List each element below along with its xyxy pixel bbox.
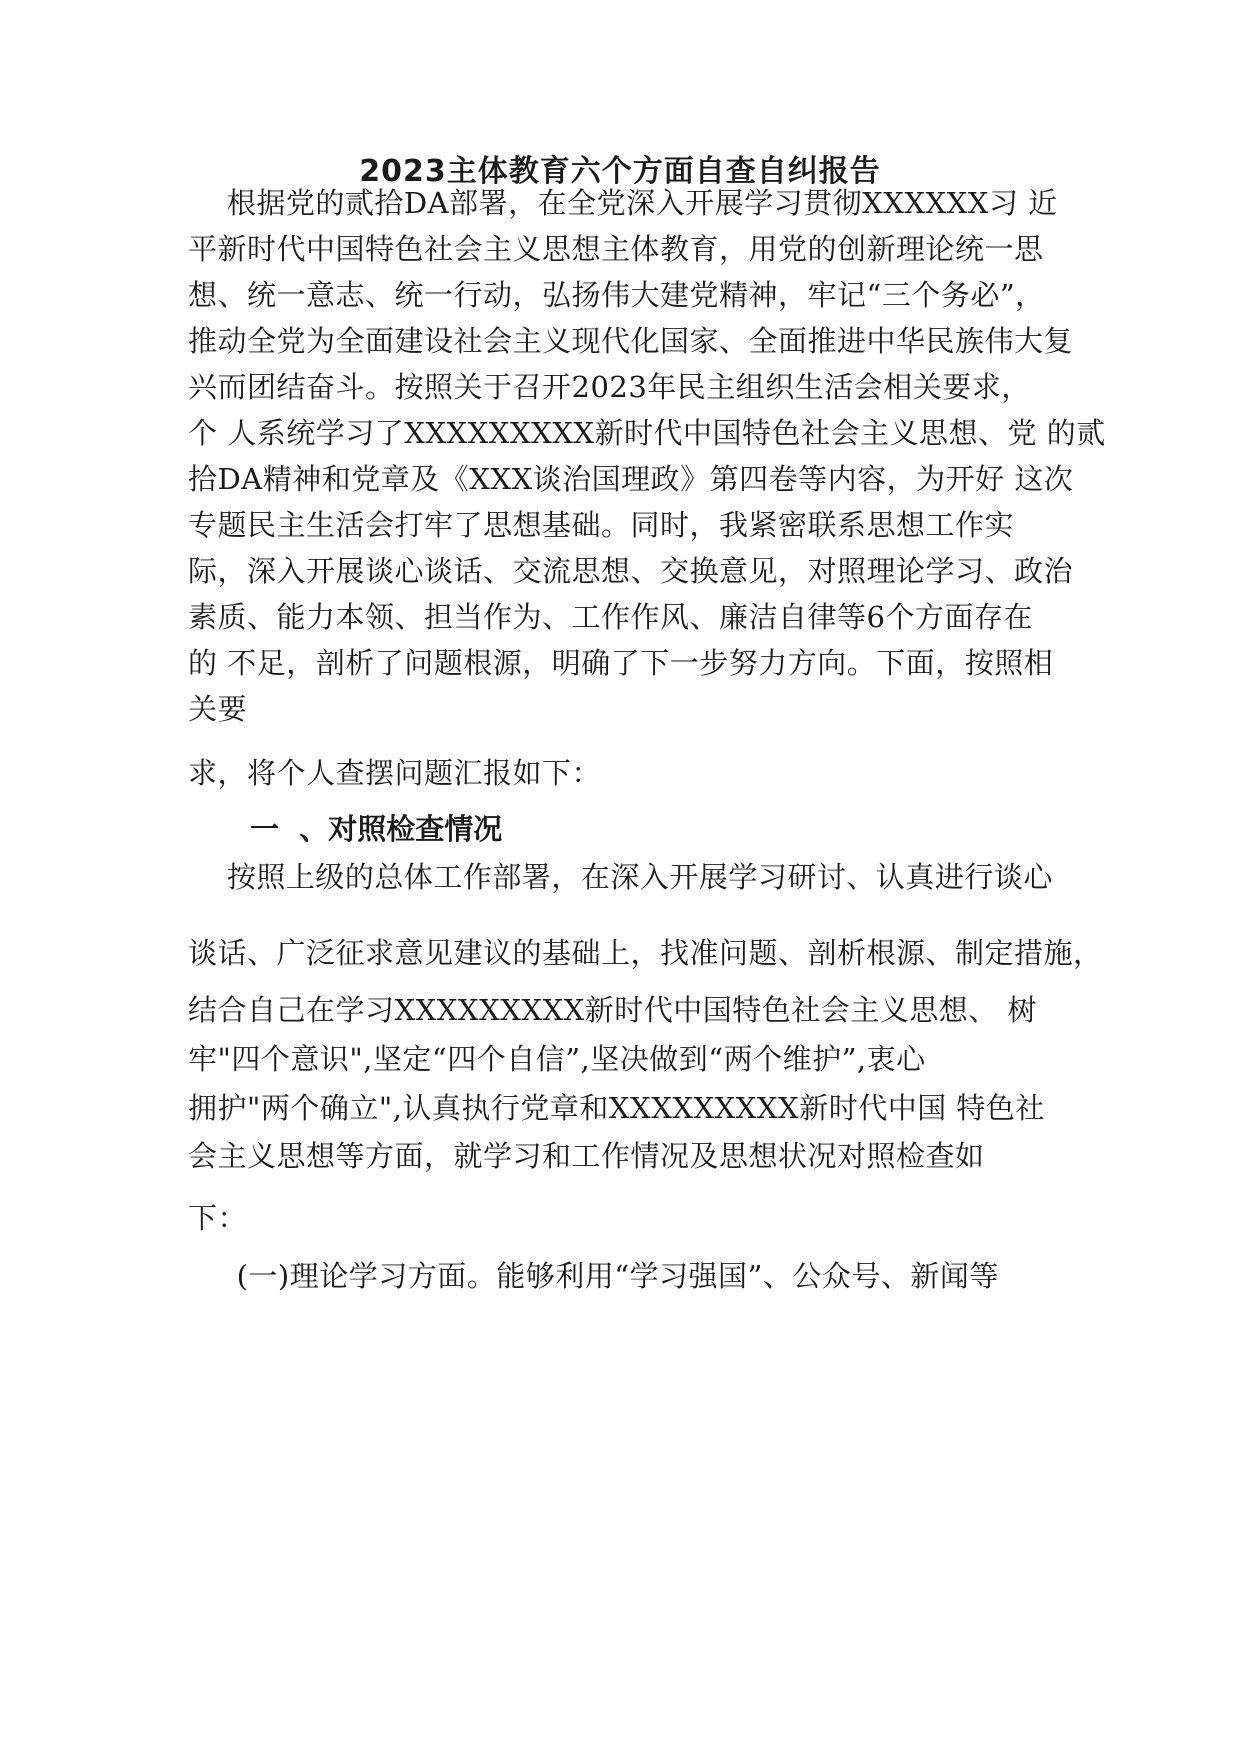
subsection-1-line: (一)理论学习方面。能够利用“学习强国”、公众号、新闻等 <box>188 1259 999 1293</box>
intro-line-12: 关要 <box>188 692 248 726</box>
intro-line-5: 兴而团结奋斗。按照关于召开2023年民主组织生活会相关要求， <box>188 370 1031 404</box>
section1-line-6: 会主义思想等方面，就学习和工作情况及思想状况对照检查如 <box>188 1139 985 1173</box>
section1-line-5: 拥护"两个确立",认真执行党章和XXXXXXXXX新时代中国 特色社 <box>188 1091 1045 1125</box>
intro-line-13: 求，将个人查摆问题汇报如下： <box>188 756 602 790</box>
intro-line-4: 推动全党为全面建设社会主义现代化国家、全面推进中华民族伟大复 <box>188 324 1074 358</box>
intro-line-3: 想、统一意志、统一行动，弘扬伟大建党精神，牢记“三个务必”， <box>188 278 1045 312</box>
section1-line-7: 下： <box>188 1201 248 1235</box>
section1-line-1: 按照上级的总体工作部署，在深入开展学习研讨、认真进行谈心 <box>188 860 1053 894</box>
section-heading-1: 一 、对照检查情况 <box>250 812 503 846</box>
document-title: 2023主体教育六个方面自查自纠报告 <box>359 154 881 189</box>
intro-line-2: 平新时代中国特色社会主义思想主体教育，用党的创新理论统一思 <box>188 232 1044 266</box>
intro-line-1: 根据党的贰拾DA部署，在全党深入开展学习贯彻XXXXXX习 近 <box>188 186 1058 220</box>
section1-line-4: 牢"四个意识",坚定“四个自信”,坚决做到“两个维护”,衷心 <box>188 1042 926 1076</box>
section1-line-2: 谈话、广泛征求意见建议的基础上，找准问题、剖析根源、制定措施， <box>188 936 1103 970</box>
section1-line-3: 结合自己在学习XXXXXXXXX新时代中国特色社会主义思想、 树 <box>188 993 1038 1027</box>
intro-line-9: 际，深入开展谈心谈话、交流思想、交换意见，对照理论学习、政治 <box>188 554 1074 588</box>
intro-line-8: 专题民主生活会打牢了思想基础。同时，我紧密联系思想工作实 <box>188 508 1015 542</box>
intro-line-6: 个 人系统学习了XXXXXXXXX新时代中国特色社会主义思想、党 的贰 <box>188 416 1106 450</box>
intro-line-7: 拾DA精神和党章及《XXX谈治国理政》第四卷等内容，为开好 这次 <box>188 462 1074 496</box>
intro-line-10: 素质、能力本领、担当作为、工作作风、廉洁自律等6个方面存在 <box>188 600 1033 634</box>
intro-line-11: 的 不足，剖析了问题根源，明确了下一步努力方向。下面，按照相 <box>188 646 1054 680</box>
